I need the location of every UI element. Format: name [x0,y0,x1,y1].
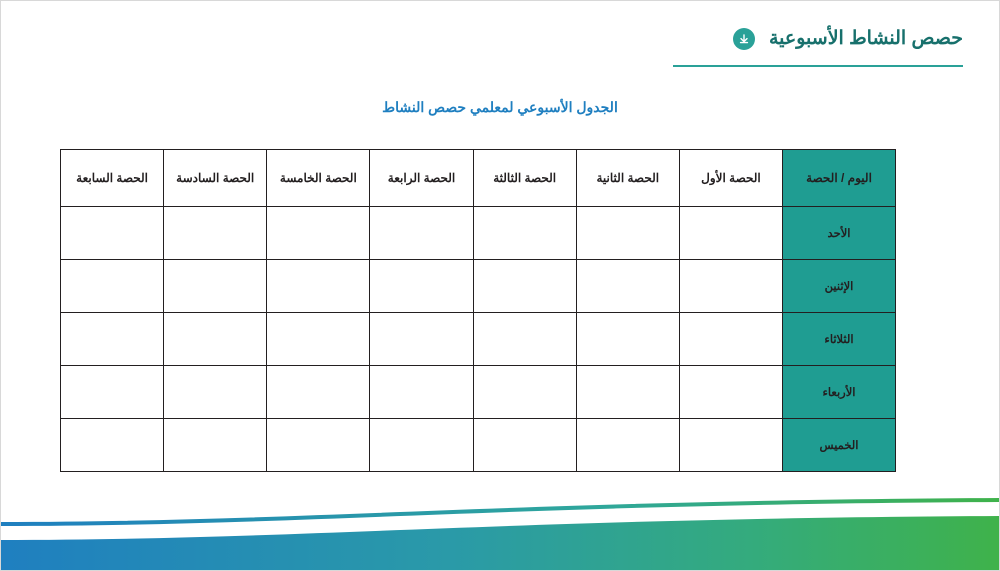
schedule-cell[interactable] [679,207,782,260]
schedule-cell[interactable] [370,419,473,472]
schedule-cell[interactable] [61,260,164,313]
schedule-cell[interactable] [61,313,164,366]
table-column-header: الحصة الثالثة [473,150,576,207]
page-title: حصص النشاط الأسبوعية [768,28,963,49]
schedule-cell[interactable] [576,366,679,419]
day-label: الإثنين [783,260,896,313]
schedule-cell[interactable] [473,366,576,419]
schedule-cell[interactable] [267,366,370,419]
schedule-cell[interactable] [370,366,473,419]
schedule-cell[interactable] [267,260,370,313]
schedule-cell[interactable] [61,366,164,419]
day-label: الأحد [783,207,896,260]
schedule-cell[interactable] [576,419,679,472]
schedule-cell[interactable] [267,419,370,472]
schedule-cell[interactable] [370,260,473,313]
table-corner-header: اليوم / الحصة [783,150,896,207]
table-row [61,207,896,260]
table-body [61,207,896,472]
schedule-cell[interactable] [473,207,576,260]
schedule-cell[interactable] [576,313,679,366]
schedule-cell[interactable] [473,313,576,366]
header [733,27,963,50]
schedule-cell[interactable] [164,313,267,366]
day-label: الثلاثاء [783,313,896,366]
schedule-table-container [60,149,896,472]
table-row [61,366,896,419]
schedule-cell[interactable] [164,366,267,419]
schedule-cell[interactable] [679,260,782,313]
schedule-cell[interactable] [267,313,370,366]
schedule-cell[interactable] [164,260,267,313]
day-label: الخميس [783,419,896,472]
header-divider [673,65,963,67]
schedule-cell[interactable] [679,366,782,419]
table-caption: الجدول الأسبوعي لمعلمي حصص النشاط [382,99,618,115]
schedule-cell[interactable] [61,207,164,260]
schedule-cell[interactable] [679,313,782,366]
schedule-cell[interactable] [576,207,679,260]
table-column-header: الحصة الأول [679,150,782,207]
table-row [61,260,896,313]
footer-decoration [1,492,1000,570]
table-column-header: الحصة السابعة [61,150,164,207]
table-column-header: الحصة الثانية [576,150,679,207]
day-label: الأربعاء [783,366,896,419]
table-header-row [61,150,896,207]
schedule-cell[interactable] [370,313,473,366]
schedule-cell[interactable] [473,419,576,472]
table-column-header: الحصة الخامسة [267,150,370,207]
table-row [61,313,896,366]
download-circle-icon[interactable] [733,28,755,50]
table-head [61,150,896,207]
schedule-cell[interactable] [473,260,576,313]
table-row [61,419,896,472]
schedule-cell[interactable] [267,207,370,260]
schedule-cell[interactable] [164,207,267,260]
schedule-cell[interactable] [61,419,164,472]
schedule-cell[interactable] [164,419,267,472]
schedule-cell[interactable] [679,419,782,472]
schedule-cell[interactable] [370,207,473,260]
schedule-cell[interactable] [576,260,679,313]
table-column-header: الحصة الرابعة [370,150,473,207]
weekly-activity-schedule-table [60,149,896,472]
table-column-header: الحصة السادسة [164,150,267,207]
